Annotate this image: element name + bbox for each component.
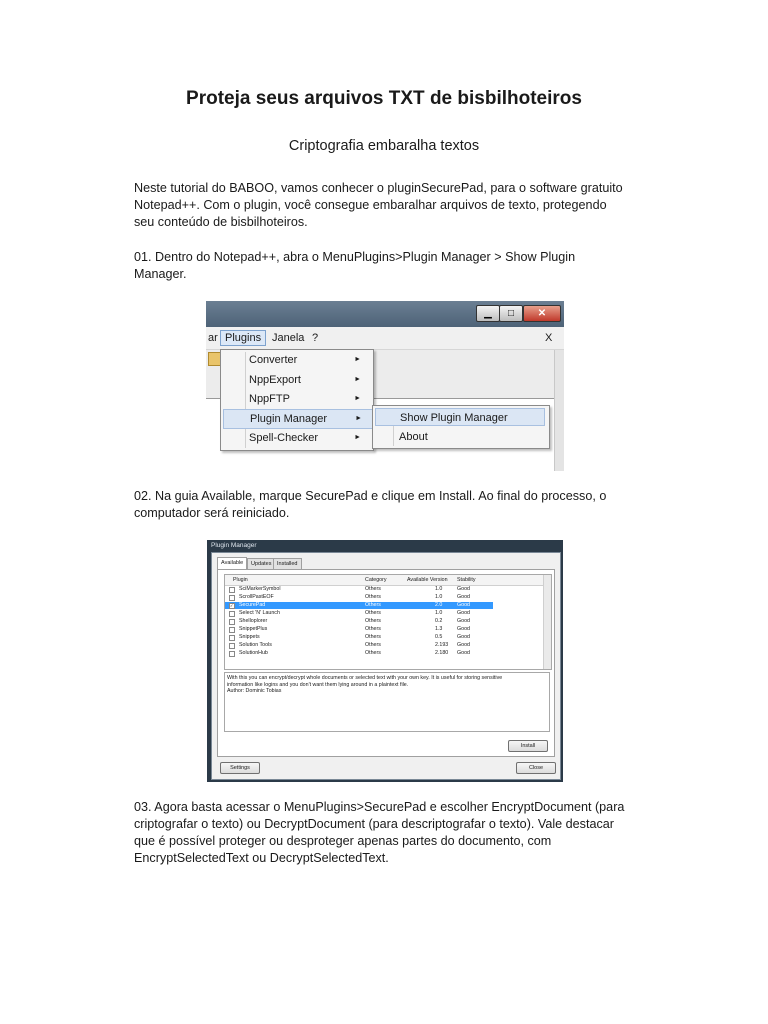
- list-header: [225, 575, 551, 586]
- intro-paragraph: [134, 180, 644, 231]
- close-document-icon[interactable]: X: [545, 332, 553, 344]
- menu-item-label: NppFTP: [249, 393, 290, 405]
- step1-paragraph: [134, 249, 644, 283]
- plugin-name: SolutionHub: [239, 650, 268, 656]
- table-row[interactable]: [225, 634, 493, 641]
- plugin-category: Others: [365, 602, 381, 608]
- plugin-category: Others: [365, 626, 381, 632]
- menu-item-janela[interactable]: Janela: [272, 332, 305, 344]
- plugin-name: Snippets: [239, 634, 260, 640]
- description-line: information like logins and you don't want them lying around in a plaintext file.: [227, 681, 409, 688]
- menu-item-label: NppExport: [249, 374, 301, 386]
- table-row[interactable]: [225, 602, 493, 609]
- plugin-name: Shelloplorer: [239, 618, 268, 624]
- window-titlebar: [206, 301, 564, 327]
- plugin-stability: Good: [457, 610, 470, 616]
- close-icon[interactable]: ✕: [523, 305, 561, 322]
- tab-installed[interactable]: Installed: [273, 558, 302, 569]
- description-line: Author: Dominic Tobias: [227, 688, 282, 694]
- plugin-name: Solution Tools: [239, 642, 272, 648]
- menu-item-nppftp[interactable]: [249, 390, 371, 408]
- table-row[interactable]: [225, 642, 493, 649]
- text-line: Manager.: [134, 267, 187, 281]
- table-row[interactable]: [225, 618, 493, 625]
- page-title: Proteja seus arquivos TXT de bisbilhoteiros: [186, 88, 582, 109]
- menu-bar: [206, 329, 564, 350]
- plugin-checkbox[interactable]: [229, 587, 235, 593]
- plugin-version: 1.3: [435, 626, 443, 632]
- menu-item-plugin-manager[interactable]: [223, 409, 373, 429]
- plugin-stability: Good: [457, 594, 470, 600]
- plugin-category: Others: [365, 610, 381, 616]
- menu-item-about[interactable]: About: [399, 431, 428, 443]
- text-line: que é possível proteger ou desproteger apenas partes do documento, com: [134, 834, 552, 848]
- tab-available[interactable]: Available: [217, 557, 247, 570]
- page-subtitle: Criptografia embaralha textos: [288, 138, 480, 154]
- menu-item-nppexport[interactable]: [249, 371, 371, 389]
- vertical-scrollbar[interactable]: [554, 350, 564, 471]
- plugin-checkbox[interactable]: [229, 651, 235, 657]
- table-row[interactable]: [225, 610, 493, 617]
- menu-item-spell-checker[interactable]: [249, 429, 371, 447]
- plugin-checkbox[interactable]: [229, 643, 235, 649]
- plugin-stability: Good: [457, 618, 470, 624]
- column-header-stability[interactable]: Stability: [457, 577, 476, 583]
- text-line: Notepad++. Com o plugin, você consegue embaralhar arquivos de texto, protegendo: [134, 198, 607, 212]
- menu-item-label: Plugin Manager: [250, 413, 328, 425]
- column-header-category[interactable]: Category: [365, 577, 387, 583]
- install-button[interactable]: Install: [508, 740, 548, 752]
- table-row[interactable]: [225, 626, 493, 633]
- text-line: Neste tutorial do BABOO, vamos conhecer o pluginSecurePad, para o software gratuito: [134, 181, 623, 195]
- plugin-name: SnippetPlus: [239, 626, 268, 632]
- plugin-stability: Good: [457, 650, 470, 656]
- plugin-category: Others: [365, 634, 381, 640]
- text-line: 02. Na guia Available, marque SecurePad e clique em Install. Ao final do processo, o: [134, 489, 607, 503]
- plugin-version: 1.0: [435, 610, 443, 616]
- text-line: criptografar o texto) ou DecryptDocument (para descriptografar o texto). Vale destacar: [134, 817, 614, 831]
- close-button[interactable]: Close: [516, 762, 556, 774]
- menu-item-converter[interactable]: [249, 351, 371, 369]
- plugin-category: Others: [365, 650, 381, 656]
- chevron-right-icon: ►: [354, 376, 361, 383]
- plugin-stability: Good: [457, 602, 470, 608]
- column-header-version[interactable]: Available Version: [407, 577, 448, 583]
- menu-item-partial[interactable]: ar: [208, 332, 218, 344]
- tab-updates[interactable]: Updates: [247, 558, 276, 569]
- plugin-manager-submenu: [372, 405, 550, 449]
- text-line: 03. Agora basta acessar o MenuPlugins>SecurePad e escolher EncryptDocument (para: [134, 800, 625, 814]
- settings-button[interactable]: Settings: [220, 762, 260, 774]
- plugin-version: 1.0: [435, 586, 443, 592]
- description-line: With this you can encrypt/decrypt whole documents or selected text with your own key. It is useful for storing sensitive: [227, 675, 503, 681]
- plugin-checkbox[interactable]: [229, 627, 235, 633]
- window-title: Plugin Manager: [211, 542, 257, 549]
- table-row[interactable]: [225, 586, 493, 593]
- plugin-name: SciMarkerSymbol: [239, 586, 281, 592]
- plugin-description: [224, 672, 550, 732]
- chevron-right-icon: ►: [354, 434, 361, 441]
- plugin-version: 2.193: [435, 642, 449, 648]
- plugin-list: [224, 574, 552, 670]
- menu-item-label: Converter: [249, 354, 298, 366]
- chevron-right-icon: ►: [354, 356, 361, 363]
- plugin-checkbox[interactable]: [229, 611, 235, 617]
- plugin-stability: Good: [457, 586, 470, 592]
- plugin-stability: Good: [457, 642, 470, 648]
- text-line: EncryptSelectedText ou DecryptSelectedText.: [134, 851, 389, 865]
- plugin-checkbox[interactable]: [229, 595, 235, 601]
- plugin-checkbox[interactable]: ✓: [230, 603, 234, 608]
- chevron-right-icon: ►: [355, 415, 362, 422]
- plugin-version: 0.5: [435, 634, 443, 640]
- text-line: 01. Dentro do Notepad++, abra o MenuPlugins>Plugin Manager > Show Plugin: [134, 250, 576, 264]
- menu-item-show-plugin-manager[interactable]: Show Plugin Manager: [375, 408, 545, 426]
- tab-panel-available: [217, 569, 555, 757]
- plugin-manager-screenshot: [207, 540, 563, 782]
- menu-item-label: Spell-Checker: [249, 432, 319, 444]
- notepad-plugins-menu-screenshot: [206, 301, 564, 471]
- minimize-icon[interactable]: ▁: [476, 305, 500, 322]
- plugin-checkbox[interactable]: [229, 635, 235, 641]
- plugin-stability: Good: [457, 626, 470, 632]
- menu-item-help[interactable]: ?: [312, 332, 319, 344]
- plugins-dropdown-menu: [220, 349, 374, 451]
- plugin-checkbox[interactable]: [229, 619, 235, 625]
- step2-paragraph: [134, 488, 644, 522]
- maximize-icon[interactable]: □: [499, 305, 523, 322]
- plugin-stability: Good: [457, 634, 470, 640]
- list-scrollbar[interactable]: [543, 575, 551, 669]
- dialog-body: [211, 552, 561, 780]
- text-line: seu conteúdo de bisbilhoteiros.: [134, 215, 308, 229]
- plugin-name: ScrollPastEOF: [239, 594, 274, 600]
- plugin-version: 0.2: [435, 618, 443, 624]
- table-row[interactable]: [225, 650, 493, 657]
- plugin-category: Others: [365, 618, 381, 624]
- text-line: computador será reiniciado.: [134, 506, 290, 520]
- plugin-version: 2.180: [435, 650, 449, 656]
- step3-paragraph: [134, 799, 644, 867]
- plugin-name: SecurePad: [239, 602, 266, 608]
- menu-separator: [245, 352, 246, 448]
- plugin-version: 2.0: [435, 602, 443, 608]
- menu-item-plugins[interactable]: Plugins: [220, 330, 266, 346]
- column-header-plugin[interactable]: Plugin: [233, 577, 248, 583]
- plugin-name: Select 'N' Launch: [239, 610, 280, 616]
- plugin-category: Others: [365, 594, 381, 600]
- table-row[interactable]: [225, 594, 493, 601]
- plugin-category: Others: [365, 642, 381, 648]
- plugin-category: Others: [365, 586, 381, 592]
- chevron-right-icon: ►: [354, 395, 361, 402]
- plugin-version: 1.0: [435, 594, 443, 600]
